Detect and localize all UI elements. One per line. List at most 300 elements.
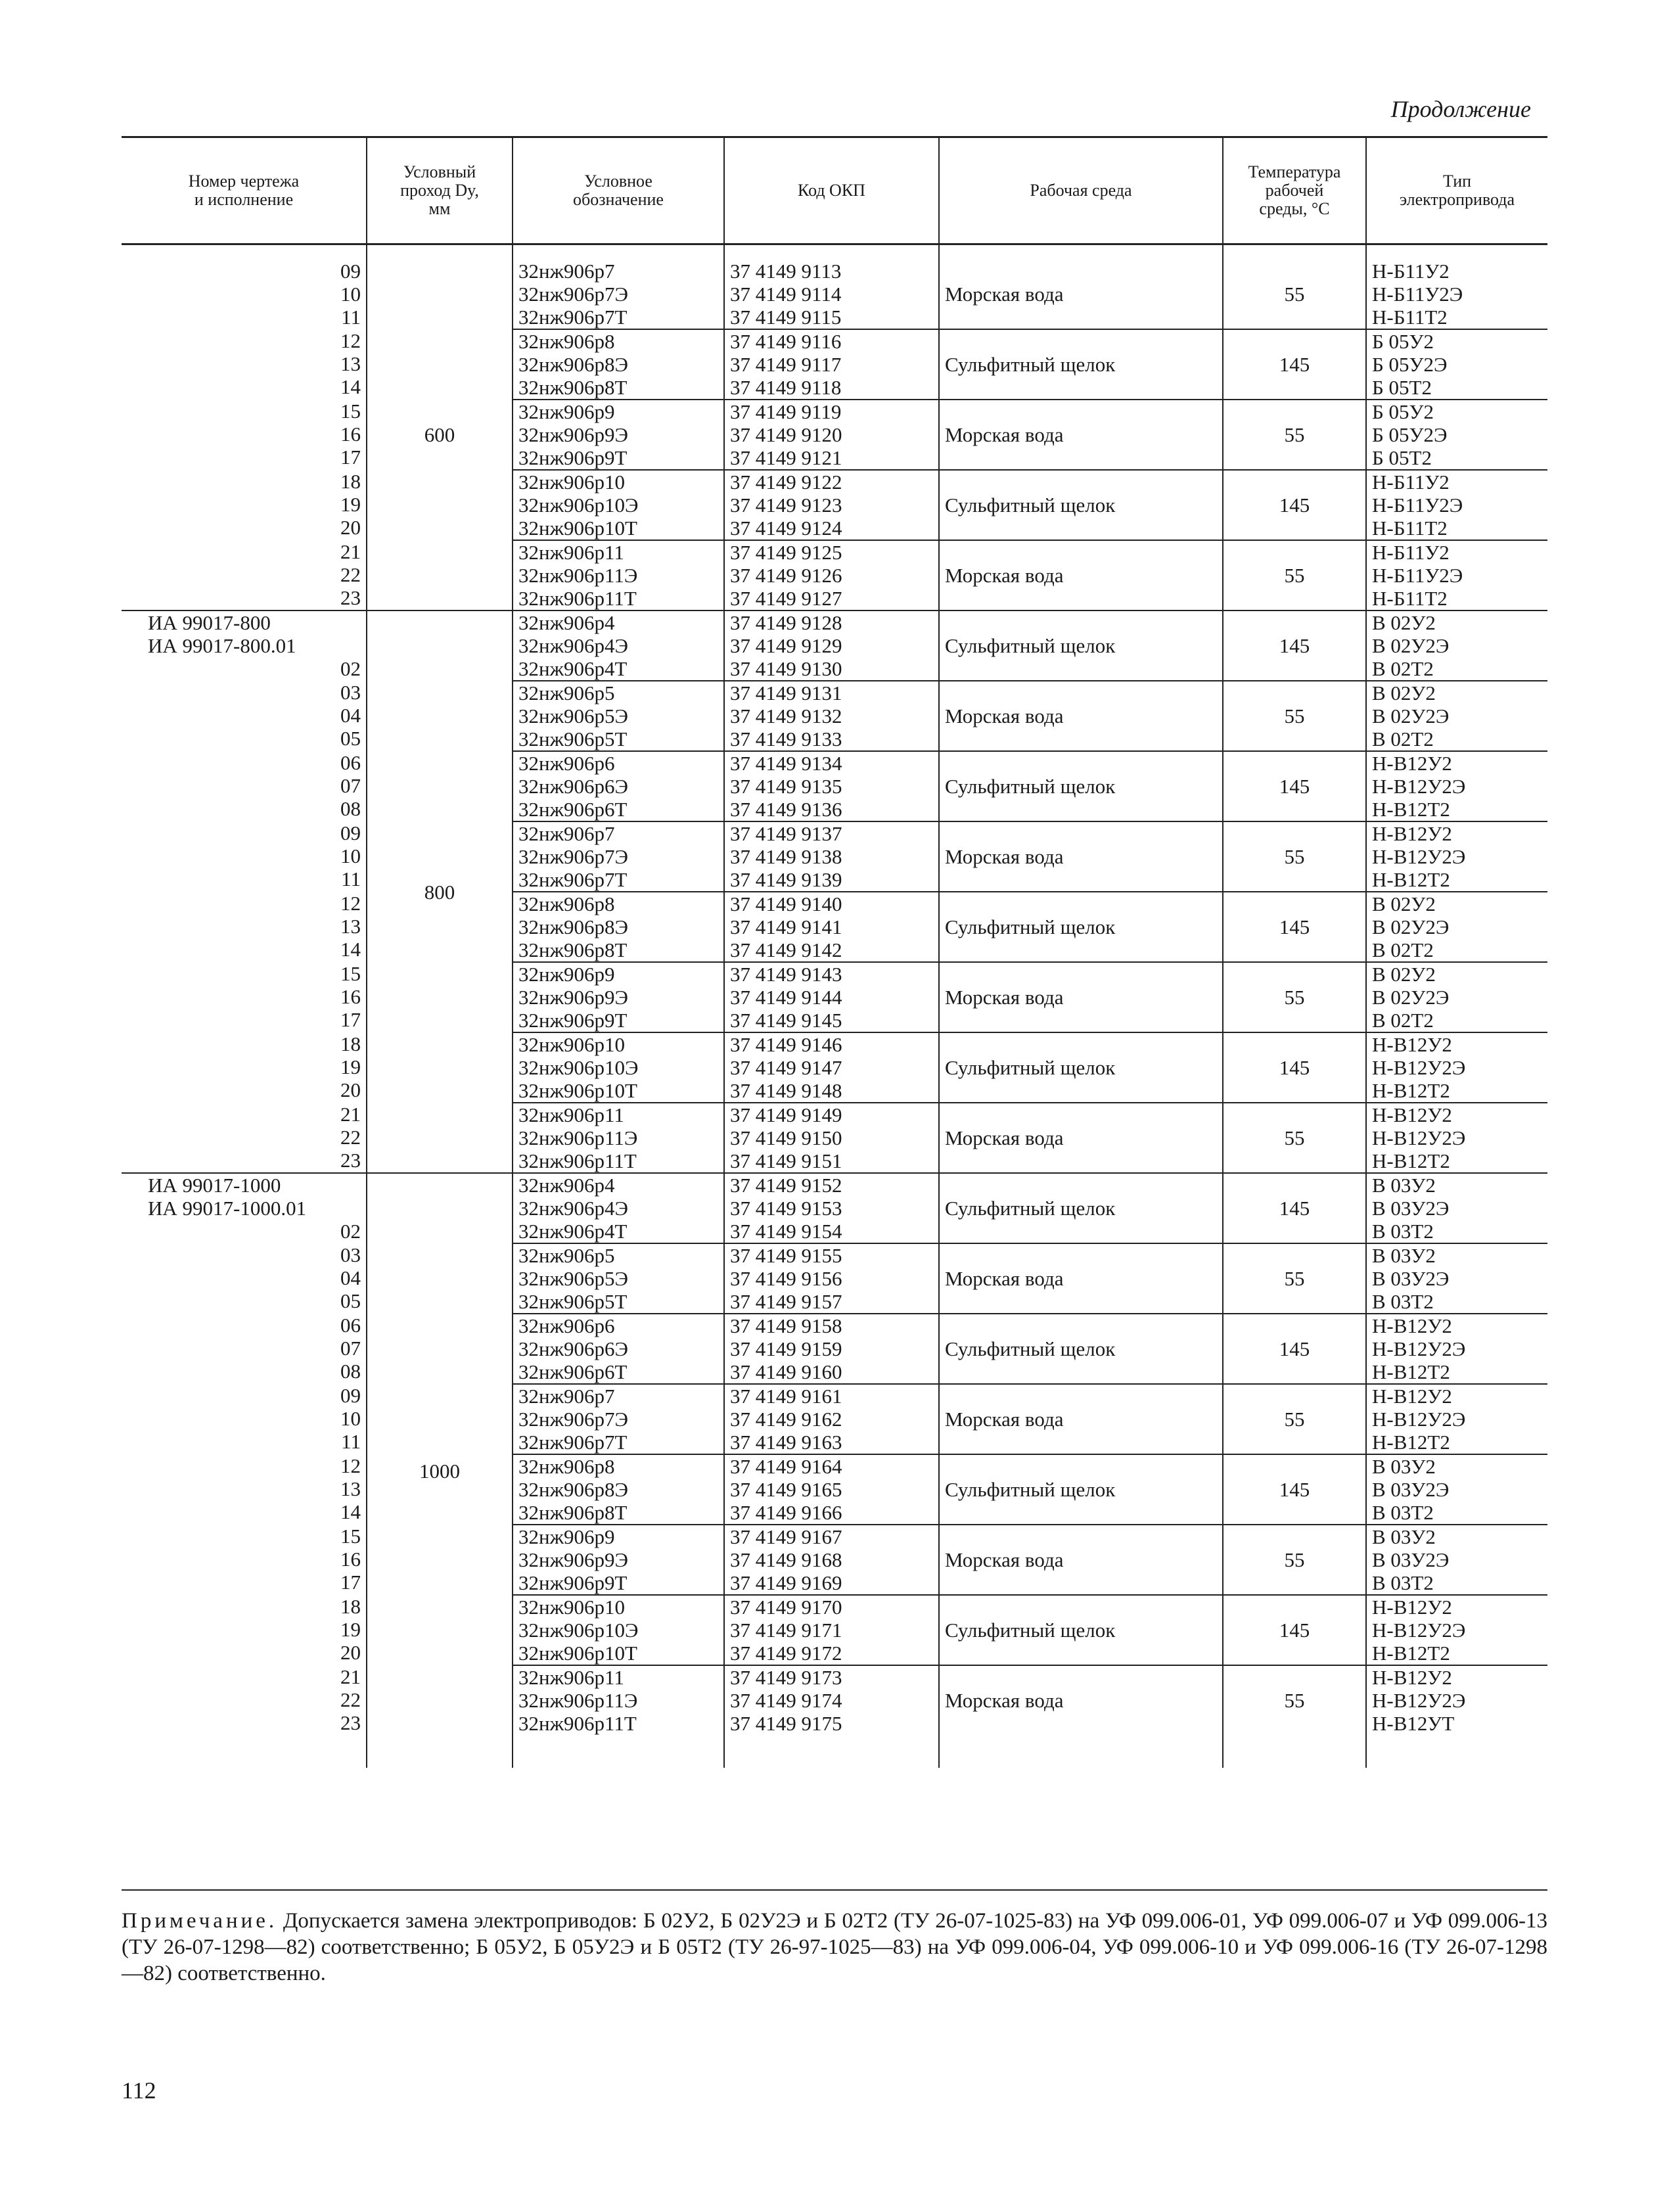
table-row xyxy=(122,1243,1547,1314)
cell-line: Б 05У2 xyxy=(1372,330,1434,353)
working-medium-cell: Сульфитный щелок xyxy=(939,611,1223,681)
cell-line: 04 xyxy=(340,704,361,727)
table-row xyxy=(122,470,1547,540)
cell-line: Б 05У2 xyxy=(1372,400,1434,423)
cell-line: 32нж906р5Т xyxy=(518,1290,628,1313)
okp-code-cell xyxy=(724,1243,939,1314)
cell-line: 16 xyxy=(340,985,361,1008)
table-row xyxy=(122,329,1547,400)
working-medium-cell: Морская вода xyxy=(939,260,1223,329)
temperature-cell: 55 xyxy=(1223,1525,1366,1595)
cell-line: Н-В12У2 xyxy=(1372,822,1452,845)
cell-line: 37 4149 9155 xyxy=(730,1244,842,1267)
okp-code-cell xyxy=(724,611,939,681)
page-number: 112 xyxy=(122,2077,156,2104)
designation-cell xyxy=(513,681,724,751)
cell-line: 37 4149 9131 xyxy=(730,681,842,704)
cell-line: 37 4149 9175 xyxy=(730,1712,842,1735)
cell-line: В 03У2 xyxy=(1372,1244,1436,1267)
cell-line: Б 05Т2 xyxy=(1372,446,1432,469)
drawing-number-cell xyxy=(122,681,367,751)
cell-line: 32нж906р11Э xyxy=(518,564,638,587)
working-medium-cell: Сульфитный щелок xyxy=(939,1454,1223,1525)
spacer-cell xyxy=(367,244,513,260)
cell-line: 37 4149 9118 xyxy=(730,376,842,399)
table-row xyxy=(122,1314,1547,1384)
cell-line: В 03У2Э xyxy=(1372,1478,1450,1501)
cell-line: 18 xyxy=(340,1032,361,1055)
cell-line: 19 xyxy=(340,1055,361,1078)
okp-code-cell xyxy=(724,1032,939,1103)
cell-line: 37 4149 9136 xyxy=(730,798,842,821)
cell-line: 10 xyxy=(340,1407,361,1430)
continuation-label: Продолжение xyxy=(1390,96,1531,122)
cell-line: 32нж906р10Э xyxy=(518,1056,639,1079)
cell-line: 32нж906р9 xyxy=(518,400,615,423)
cell-line: Н-В12У2Э xyxy=(1372,1056,1466,1079)
designation-cell xyxy=(513,1243,724,1314)
actuator-type-cell xyxy=(1366,681,1547,751)
cell-line: 32нж906р4 xyxy=(518,1174,615,1197)
cell-line: 23 xyxy=(340,1711,361,1734)
cell-line: 23 xyxy=(340,586,361,609)
cell-line: 32нж906р10Т xyxy=(518,1079,637,1102)
temperature-cell: 55 xyxy=(1223,962,1366,1032)
cell-line: 37 4149 9121 xyxy=(730,446,842,469)
okp-code-cell xyxy=(724,681,939,751)
actuator-type-cell xyxy=(1366,400,1547,470)
cell-line: 32нж906р5 xyxy=(518,1244,615,1267)
cell-line: В 03У2 xyxy=(1372,1455,1436,1478)
cell-line: 37 4149 9159 xyxy=(730,1337,842,1360)
cell-line: 32нж906р5 xyxy=(518,681,615,704)
okp-code-cell xyxy=(724,892,939,962)
cell-line: В 02У2 xyxy=(1372,681,1436,704)
temperature-cell: 55 xyxy=(1223,1243,1366,1314)
okp-code-cell xyxy=(724,260,939,329)
designation-cell xyxy=(513,892,724,962)
table-row xyxy=(122,892,1547,962)
cell-line: 13 xyxy=(340,915,361,938)
actuator-type-cell xyxy=(1366,329,1547,400)
temperature-cell: 145 xyxy=(1223,1032,1366,1103)
cell-line: 18 xyxy=(340,470,361,493)
cell-line: 37 4149 9147 xyxy=(730,1056,842,1079)
cell-line: Н-В12У2 xyxy=(1372,1314,1452,1337)
cell-line: 32нж906р9 xyxy=(518,963,615,986)
designation-cell xyxy=(513,329,724,400)
cell-line: 14 xyxy=(340,1500,361,1523)
cell-line: 32нж906р8Т xyxy=(518,376,628,399)
okp-code-cell xyxy=(724,1454,939,1525)
cell-line: 10 xyxy=(340,283,361,306)
cell-line: Н-В12УТ xyxy=(1372,1712,1455,1735)
cell-line: Н-Б11У2Э xyxy=(1372,564,1463,587)
cell-line: 32нж906р11Т xyxy=(518,1712,637,1735)
actuator-type-cell xyxy=(1366,892,1547,962)
cell-line: 37 4149 9133 xyxy=(730,727,842,750)
actuator-type-cell xyxy=(1366,1384,1547,1454)
cell-line: 37 4149 9130 xyxy=(730,657,842,680)
cell-line: В 02У2 xyxy=(1372,892,1436,915)
cell-line: 32нж906р11Т xyxy=(518,587,637,610)
actuator-type-cell xyxy=(1366,1595,1547,1665)
cell-line: 07 xyxy=(340,1337,361,1360)
cell-line: Н-В12У2 xyxy=(1372,1596,1452,1619)
cell-line: 32нж906р11Т xyxy=(518,1149,637,1172)
cell-line: В 02У2Э xyxy=(1372,704,1450,727)
working-medium-cell: Сульфитный щелок xyxy=(939,892,1223,962)
table-row xyxy=(122,1525,1547,1595)
cell-line: В 02У2Э xyxy=(1372,634,1450,657)
cell-line: В 02У2Э xyxy=(1372,986,1450,1009)
designation-cell xyxy=(513,260,724,329)
working-medium-cell: Морская вода xyxy=(939,821,1223,892)
designation-cell xyxy=(513,1314,724,1384)
cell-line: 06 xyxy=(340,751,361,774)
table-row xyxy=(122,1454,1547,1525)
cell-line: Н-В12Т2 xyxy=(1372,1149,1450,1172)
okp-code-cell xyxy=(724,1595,939,1665)
cell-line: 37 4149 9150 xyxy=(730,1126,842,1149)
designation-cell xyxy=(513,1384,724,1454)
cell-line: 32нж906р11Э xyxy=(518,1689,638,1712)
cell-line: 37 4149 9125 xyxy=(730,541,842,564)
cell-line: ИА 99017-800 xyxy=(148,611,271,634)
working-medium-cell: Сульфитный щелок xyxy=(939,329,1223,400)
cell-line: 14 xyxy=(340,938,361,961)
cell-line: 32нж906р6Э xyxy=(518,775,628,798)
designation-cell xyxy=(513,751,724,821)
cell-line: 03 xyxy=(340,681,361,704)
cell-line: 37 4149 9171 xyxy=(730,1619,842,1642)
okp-code-cell xyxy=(724,962,939,1032)
table-row xyxy=(122,540,1547,611)
designation-cell xyxy=(513,400,724,470)
cell-line: 15 xyxy=(340,1525,361,1548)
table-note xyxy=(122,1889,1547,1987)
temperature-cell: 145 xyxy=(1223,1595,1366,1665)
cell-line: 37 4149 9173 xyxy=(730,1666,842,1689)
drawing-number-cell xyxy=(122,1665,367,1768)
cell-line: 37 4149 9157 xyxy=(730,1290,842,1313)
nominal-bore-cell: 800 xyxy=(367,611,513,1173)
cell-line: В 02У2Э xyxy=(1372,915,1450,938)
cell-line: 37 4149 9169 xyxy=(730,1571,842,1594)
cell-line: 12 xyxy=(340,1454,361,1477)
cell-line: 32нж906р7Т xyxy=(518,306,628,329)
cell-line: 09 xyxy=(340,821,361,844)
cell-line: В 03У2 xyxy=(1372,1525,1436,1548)
working-medium-cell: Морская вода xyxy=(939,400,1223,470)
cell-line: 32нж906р6Т xyxy=(518,798,628,821)
cell-line: 37 4149 9127 xyxy=(730,587,842,610)
temperature-cell: 55 xyxy=(1223,1665,1366,1768)
cell-line: 37 4149 9151 xyxy=(730,1149,842,1172)
cell-line: Н-В12У2 xyxy=(1372,1033,1452,1056)
temperature-cell: 145 xyxy=(1223,1454,1366,1525)
cell-line: 32нж906р10 xyxy=(518,1033,626,1056)
cell-line: 32нж906р10Э xyxy=(518,1619,639,1642)
cell-line: 37 4149 9128 xyxy=(730,611,842,634)
cell-line: 37 4149 9174 xyxy=(730,1689,842,1712)
cell-line: 03 xyxy=(340,1243,361,1266)
designation-cell xyxy=(513,1525,724,1595)
cell-line: 20 xyxy=(340,516,361,539)
designation-cell xyxy=(513,1454,724,1525)
cell-line: 32нж906р10Т xyxy=(518,517,637,540)
cell-line: В 03У2Э xyxy=(1372,1197,1450,1220)
drawing-number-cell xyxy=(122,1595,367,1665)
cell-line: 32нж906р4Э xyxy=(518,634,628,657)
spacer-cell xyxy=(1366,244,1547,260)
cell-line: 22 xyxy=(340,1126,361,1149)
drawing-number-cell xyxy=(122,1103,367,1173)
table-row xyxy=(122,260,1547,329)
temperature-cell: 55 xyxy=(1223,400,1366,470)
cell-line: 37 4149 9143 xyxy=(730,963,842,986)
designation-cell xyxy=(513,1032,724,1103)
cell-line: 37 4149 9164 xyxy=(730,1455,842,1478)
cell-line: 32нж906р8 xyxy=(518,892,615,915)
col-okp-code: Код ОКП xyxy=(724,137,939,244)
col-actuator-type: Тип электропривода xyxy=(1366,137,1547,244)
cell-line: Н-В12У2Э xyxy=(1372,1619,1466,1642)
cell-line: 37 4149 9113 xyxy=(730,260,842,283)
cell-line: 23 xyxy=(340,1149,361,1172)
cell-line: 32нж906р11 xyxy=(518,1666,624,1689)
actuator-type-cell xyxy=(1366,1103,1547,1173)
temperature-cell: 145 xyxy=(1223,751,1366,821)
nominal-bore-cell: 1000 xyxy=(367,1173,513,1768)
valve-table xyxy=(122,136,1547,1768)
cell-line: 32нж906р9Т xyxy=(518,1571,628,1594)
actuator-type-cell xyxy=(1366,540,1547,611)
cell-line: 32нж906р7Э xyxy=(518,1408,628,1431)
working-medium-cell: Морская вода xyxy=(939,1243,1223,1314)
temperature-cell: 55 xyxy=(1223,821,1366,892)
cell-line: 37 4149 9168 xyxy=(730,1548,842,1571)
actuator-type-cell xyxy=(1366,1314,1547,1384)
cell-line: 11 xyxy=(341,1430,361,1453)
cell-line: 37 4149 9141 xyxy=(730,915,842,938)
working-medium-cell: Сульфитный щелок xyxy=(939,1173,1223,1243)
cell-line: 32нж906р8Т xyxy=(518,938,628,961)
designation-cell xyxy=(513,540,724,611)
temperature-cell: 145 xyxy=(1223,1314,1366,1384)
cell-line: В 02Т2 xyxy=(1372,727,1434,750)
okp-code-cell xyxy=(724,1314,939,1384)
cell-line: Н-Б11Т2 xyxy=(1372,587,1448,610)
cell-line: 17 xyxy=(340,446,361,469)
cell-line: 37 4149 9123 xyxy=(730,494,842,517)
drawing-number-cell xyxy=(122,400,367,470)
cell-line: 18 xyxy=(340,1595,361,1618)
cell-line: 11 xyxy=(341,306,361,329)
cell-line: Н-В12Т2 xyxy=(1372,868,1450,891)
cell-line: 37 4149 9129 xyxy=(730,634,842,657)
cell-line: ИА 99017-1000 xyxy=(148,1174,281,1197)
cell-line: 21 xyxy=(340,1103,361,1126)
cell-line: Н-Б11У2 xyxy=(1372,471,1450,494)
cell-line: 13 xyxy=(340,1477,361,1500)
cell-line: 32нж906р6 xyxy=(518,1314,615,1337)
actuator-type-cell xyxy=(1366,1665,1547,1768)
designation-cell xyxy=(513,470,724,540)
cell-line: 37 4149 9146 xyxy=(730,1033,842,1056)
cell-line: 37 4149 9172 xyxy=(730,1642,842,1665)
designation-cell xyxy=(513,1173,724,1243)
table-spacer xyxy=(122,244,1547,260)
temperature-cell: 145 xyxy=(1223,611,1366,681)
cell-line: Н-В12У2 xyxy=(1372,1666,1452,1689)
table-row xyxy=(122,611,1547,681)
col-temperature: Температура рабочей среды, °С xyxy=(1223,137,1366,244)
cell-line: 32нж906р8Т xyxy=(518,1501,628,1524)
drawing-number-cell xyxy=(122,821,367,892)
cell-line: 37 4149 9167 xyxy=(730,1525,842,1548)
cell-line: 04 xyxy=(340,1266,361,1289)
cell-line: 13 xyxy=(340,352,361,375)
cell-line: 05 xyxy=(340,1289,361,1312)
cell-line: 32нж906р7Т xyxy=(518,868,628,891)
drawing-number-cell xyxy=(122,962,367,1032)
col-drawing-number: Номер чертежа и исполнение xyxy=(122,137,367,244)
drawing-number-cell xyxy=(122,540,367,611)
cell-line: 32нж906р8 xyxy=(518,1455,615,1478)
okp-code-cell xyxy=(724,540,939,611)
cell-line: 37 4149 9117 xyxy=(730,353,842,376)
table-row xyxy=(122,681,1547,751)
cell-line: Н-В12Т2 xyxy=(1372,1642,1450,1665)
cell-line: 12 xyxy=(340,329,361,352)
drawing-number-cell xyxy=(122,329,367,400)
cell-line: 32нж906р7Э xyxy=(518,845,628,868)
col-nominal-bore: Условный проход Dy, мм xyxy=(367,137,513,244)
cell-line: В 03У2Э xyxy=(1372,1548,1450,1571)
cell-line: 37 4149 9158 xyxy=(730,1314,842,1337)
nominal-bore-cell: 600 xyxy=(367,260,513,611)
cell-line: 37 4149 9138 xyxy=(730,845,842,868)
temperature-cell: 55 xyxy=(1223,1384,1366,1454)
cell-line: 37 4149 9140 xyxy=(730,892,842,915)
actuator-type-cell xyxy=(1366,611,1547,681)
drawing-number-cell xyxy=(122,1243,367,1314)
okp-code-cell xyxy=(724,1103,939,1173)
temperature-cell: 55 xyxy=(1223,260,1366,329)
spacer-cell xyxy=(513,244,724,260)
cell-line: Н-Б11У2 xyxy=(1372,260,1450,283)
cell-line: Н-В12У2 xyxy=(1372,1385,1452,1408)
cell-line: 37 4149 9139 xyxy=(730,868,842,891)
cell-line: 32нж906р9Э xyxy=(518,1548,628,1571)
working-medium-cell: Морская вода xyxy=(939,540,1223,611)
cell-line: Н-Б11Т2 xyxy=(1372,517,1448,540)
header-row xyxy=(122,137,1547,244)
table-row xyxy=(122,1103,1547,1173)
working-medium-cell: Морская вода xyxy=(939,1103,1223,1173)
cell-line: 32нж906р4 xyxy=(518,611,615,634)
cell-line: В 02У2 xyxy=(1372,611,1436,634)
cell-line: 21 xyxy=(340,540,361,563)
drawing-number-cell xyxy=(122,1314,367,1384)
working-medium-cell: Сульфитный щелок xyxy=(939,1595,1223,1665)
cell-line: 37 4149 9142 xyxy=(730,938,842,961)
cell-line: 02 xyxy=(340,657,361,680)
note-text: Допускается замена электроприводов: Б 02У2, Б 02У2Э и Б 02Т2 (ТУ 26-07-1025-83) на УФ 099.006-01, УФ 099.006-07 и УФ 099.006-13 (ТУ 26-07-1298—82) соответственно; Б 05У2, Б 05У2Э и Б 05Т2 (ТУ 26-97-1025—83) на УФ 099.006-04, УФ 099.006-10 и УФ 099.006-16 (ТУ 26-07-1298—82) соответственно. xyxy=(122,1909,1547,1985)
note-label: Примечание. xyxy=(122,1909,278,1933)
cell-line: 32нж906р8 xyxy=(518,330,615,353)
cell-line: 37 4149 9163 xyxy=(730,1431,842,1454)
cell-line: 37 4149 9160 xyxy=(730,1360,842,1383)
cell-line: 32нж906р8Э xyxy=(518,353,628,376)
cell-line: Н-В12У2Э xyxy=(1372,845,1466,868)
spacer-cell xyxy=(122,244,367,260)
table-row xyxy=(122,1173,1547,1243)
cell-line: 37 4149 9144 xyxy=(730,986,842,1009)
cell-line: 08 xyxy=(340,1360,361,1383)
okp-code-cell xyxy=(724,470,939,540)
cell-line: Н-В12У2Э xyxy=(1372,1126,1466,1149)
temperature-cell: 55 xyxy=(1223,1103,1366,1173)
cell-line: 32нж906р8Э xyxy=(518,1478,628,1501)
cell-line: 37 4149 9165 xyxy=(730,1478,842,1501)
cell-line: 37 4149 9162 xyxy=(730,1408,842,1431)
cell-line: 32нж906р8Э xyxy=(518,915,628,938)
cell-line: Б 05Т2 xyxy=(1372,376,1432,399)
cell-line: 14 xyxy=(340,375,361,398)
cell-line: Б 05У2Э xyxy=(1372,423,1448,446)
drawing-number-cell xyxy=(122,1173,367,1243)
spacer-cell xyxy=(724,244,939,260)
cell-line: 32нж906р7 xyxy=(518,822,615,845)
designation-cell xyxy=(513,1665,724,1768)
drawing-number-cell xyxy=(122,751,367,821)
designation-cell xyxy=(513,962,724,1032)
cell-line: В 03Т2 xyxy=(1372,1290,1434,1313)
cell-line: 32нж906р5Э xyxy=(518,704,628,727)
designation-cell xyxy=(513,821,724,892)
spacer-cell xyxy=(939,244,1223,260)
drawing-number-cell xyxy=(122,260,367,329)
cell-line: 09 xyxy=(340,260,361,283)
table-row xyxy=(122,400,1547,470)
designation-cell xyxy=(513,1595,724,1665)
temperature-cell: 55 xyxy=(1223,681,1366,751)
cell-line: Н-Б11У2Э xyxy=(1372,494,1463,517)
cell-line: 22 xyxy=(340,563,361,586)
okp-code-cell xyxy=(724,1173,939,1243)
working-medium-cell: Сульфитный щелок xyxy=(939,1314,1223,1384)
actuator-type-cell xyxy=(1366,1525,1547,1595)
cell-line: Н-В12Т2 xyxy=(1372,798,1450,821)
okp-code-cell xyxy=(724,751,939,821)
temperature-cell: 55 xyxy=(1223,540,1366,611)
cell-line: В 03У2 xyxy=(1372,1174,1436,1197)
cell-line: Н-В12У2 xyxy=(1372,752,1452,775)
drawing-number-cell xyxy=(122,1032,367,1103)
cell-line: 32нж906р6Э xyxy=(518,1337,628,1360)
okp-code-cell xyxy=(724,1665,939,1768)
cell-line: В 03Т2 xyxy=(1372,1220,1434,1243)
cell-line: 37 4149 9126 xyxy=(730,564,842,587)
cell-line: 37 4149 9145 xyxy=(730,1009,842,1032)
cell-line: 16 xyxy=(340,423,361,446)
cell-line: 37 4149 9132 xyxy=(730,704,842,727)
cell-line: Н-Б11Т2 xyxy=(1372,306,1448,329)
cell-line: 08 xyxy=(340,797,361,820)
cell-line: 32нж906р4Т xyxy=(518,1220,628,1243)
